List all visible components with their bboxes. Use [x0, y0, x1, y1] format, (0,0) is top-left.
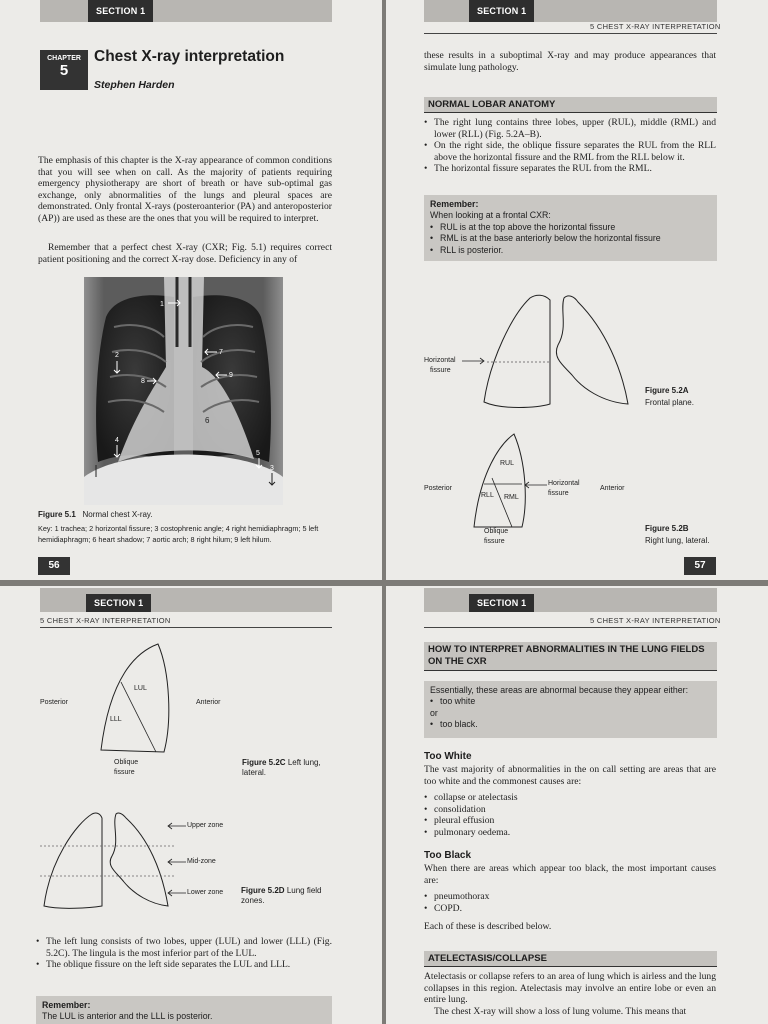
label-horizontal: Horizontal: [424, 357, 456, 364]
interpret-box: [424, 681, 717, 738]
label-posterior: Posterior: [424, 485, 453, 492]
figure-5-2d-caption-text: Lung field zones.: [241, 886, 322, 905]
list-item: • The left lung consists of two lobes, upper (LUL) and lower (LLL) (Fig. 5.2C). The lingula is the most inferior part of the LUL.: [36, 936, 332, 959]
figure-5-2c-diagram: [96, 642, 176, 760]
list-item: • pneumothorax: [424, 891, 716, 903]
remember-title: Remember:: [42, 1000, 91, 1010]
section-header-bar: [424, 588, 717, 612]
running-head: 5 CHEST X-RAY INTERPRETATION: [590, 616, 721, 625]
figure-5-2d-caption: [241, 886, 331, 906]
remember-text: The LUL is anterior and the LLL is posterior.: [42, 1011, 213, 1022]
xray-marker-5: 5: [256, 450, 260, 457]
section-tab: SECTION 1: [469, 0, 534, 22]
label-oblique: Oblique: [114, 759, 139, 766]
list-item: • too white: [430, 696, 711, 707]
chest-xray-image: [84, 277, 283, 505]
figure-5-2d-diagram: [40, 810, 175, 910]
arrow-icon: [166, 822, 186, 830]
label-rul: RUL: [500, 460, 515, 467]
page-number-56: 56: [38, 557, 70, 575]
figure-5-1-caption: [38, 510, 338, 520]
remember-intro: When looking at a frontal CXR:: [430, 210, 551, 221]
lobar-anatomy-list: [424, 117, 716, 175]
label-fissure-b: fissure: [548, 490, 569, 497]
section-heading: NORMAL LOBAR ANATOMY: [424, 97, 717, 113]
figure-5-2a-title: Figure 5.2A: [645, 386, 689, 395]
figure-5-1-key: Key: 1 trachea; 2 horizontal fissure; 3 costophrenic angle; 4 right hemidiaphragm; 5 left hemidiaphragm; 6 heart shadow; 7 aortic arch; 8 right hilum; 9 left hilum.: [38, 524, 319, 544]
page-58: [0, 586, 382, 1024]
figure-5-1-caption-text: Normal chest X-ray.: [82, 510, 153, 519]
section-heading: HOW TO INTERPRET ABNORMALITIES IN THE LUNG FIELDS ON THE CXR: [424, 642, 717, 671]
figure-5-2a-caption: Frontal plane.: [645, 398, 694, 407]
label-fissure: fissure: [430, 367, 451, 374]
list-item: • collapse or atelectasis: [424, 792, 716, 804]
remember-box: [36, 996, 332, 1024]
list-item: • RUL is at the top above the horizontal fissure: [430, 222, 711, 233]
list-item: • pulmonary oedema.: [424, 827, 716, 839]
running-head-rule: [424, 33, 717, 34]
label-anterior: Anterior: [196, 699, 221, 706]
label-fissure-oblique: fissure: [484, 538, 505, 545]
remember-title: Remember:: [430, 199, 479, 209]
figure-5-2b-caption: Right lung, lateral.: [645, 536, 710, 545]
xray-marker-9: 9: [229, 372, 233, 379]
list-item: • consolidation: [424, 804, 716, 816]
atelectasis-text-2: The chest X-ray will show a loss of lung volume. This means that: [434, 1006, 687, 1017]
arrow-icon: [166, 889, 186, 897]
intro-paragraph: The emphasis of this chapter is the X-ray appearance of common conditions that you will see when on call. As the majority of patients requiring emergency physiotherapy are short of breath or have sub-optimal gas exchange, only abnormalities of the lungs and pleural spaces are demonstrated. Only frontal X-rays (posteroanterior (PA) and anteroposterior (AP)) are used as these are the ones that you will be required to interpret.: [38, 155, 332, 224]
page-number-57: 57: [684, 557, 716, 575]
too-black-title: Too Black: [424, 850, 472, 861]
author: Stephen Harden: [94, 79, 175, 91]
running-head: 5 CHEST X-RAY INTERPRETATION: [40, 616, 171, 625]
arrow-icon: [166, 858, 186, 866]
figure-5-2d-title: Figure 5.2D: [241, 886, 285, 895]
section-tab: SECTION 1: [86, 594, 151, 612]
list-item: • RLL is posterior.: [430, 245, 711, 256]
label-upper-zone: Upper zone: [187, 822, 224, 829]
xray-marker-4: 4: [115, 437, 119, 444]
page-56: [0, 0, 382, 580]
running-head-rule: [40, 627, 332, 628]
chapter-title: Chest X-ray interpretation: [94, 48, 285, 65]
continued-text: these results in a suboptimal X-ray and may produce appearances that simulate lung pathology.: [424, 50, 716, 73]
chapter-label: CHAPTER: [47, 55, 81, 62]
xray-marker-3: 3: [270, 465, 274, 472]
section-tab: SECTION 1: [88, 0, 153, 22]
label-anterior: Anterior: [600, 485, 625, 492]
label-mid-zone: Mid-zone: [187, 858, 216, 865]
figure-5-2b-diagram: [470, 432, 530, 532]
section-header-bar: [40, 588, 332, 612]
intro-paragraph-2: Remember that a perfect chest X-ray (CXR; Fig. 5.1) requires correct patient positioning and the correct X-ray dose. Deficiency in any of: [38, 242, 332, 265]
label-rll: RLL: [481, 492, 494, 499]
figure-5-2c-caption: [242, 758, 332, 778]
list-item: • pleural effusion: [424, 815, 716, 827]
xray-marker-7: 7: [219, 349, 223, 356]
list-item: • The horizontal fissure separates the RUL from the RML.: [424, 163, 716, 175]
label-horizontal-b: Horizontal: [548, 480, 580, 487]
label-lower-zone: Lower zone: [187, 889, 224, 896]
xray-marker-2: 2: [115, 352, 119, 359]
too-white-title: Too White: [424, 751, 472, 762]
each-described-text: Each of these is described below.: [424, 921, 552, 932]
section-header-bar: [424, 0, 717, 22]
label-oblique: Oblique: [484, 528, 509, 535]
list-item: • too black.: [430, 719, 711, 730]
running-head: 5 CHEST X-RAY INTERPRETATION: [590, 22, 721, 31]
chapter-number: 5: [59, 62, 69, 79]
list-item: • The oblique fissure on the left side separates the LUL and LLL.: [36, 959, 332, 971]
section-tab: SECTION 1: [469, 594, 534, 612]
list-item: • COPD.: [424, 903, 716, 915]
xray-marker-1: 1: [160, 301, 164, 308]
left-lung-list: [36, 936, 332, 971]
too-black-list: [424, 891, 716, 914]
figure-5-2b-title: Figure 5.2B: [645, 524, 689, 533]
too-black-text: When there are areas which appear too black, the most important causes are:: [424, 863, 716, 886]
list-item: • RML is at the base anteriorly below the horizontal fissure: [430, 233, 711, 244]
list-item: • The right lung contains three lobes, upper (RUL), middle (RML) and lower (RLL) (Fig. 5.2A–B).: [424, 117, 716, 140]
remember-box: [424, 195, 717, 261]
list-item: • On the right side, the oblique fissure separates the RUL from the RLL above the horizontal fissure and the RML from the RLL below it.: [424, 140, 716, 163]
label-rml: RML: [504, 494, 519, 501]
atelectasis-heading: ATELECTASIS/COLLAPSE: [424, 951, 717, 967]
label-fissure: fissure: [114, 769, 135, 776]
label-posterior: Posterior: [40, 699, 69, 706]
page-59: [386, 586, 768, 1024]
arrow-icon: [462, 357, 486, 365]
xray-marker-8: 8: [141, 378, 145, 385]
too-white-list: [424, 792, 716, 838]
xray-marker-6: 6: [205, 416, 210, 425]
figure-5-1-title: Figure 5.1: [38, 510, 76, 519]
label-lll: LLL: [110, 716, 122, 723]
figure-5-2c-title: Figure 5.2C: [242, 758, 286, 767]
section-header-bar: [40, 0, 332, 22]
running-head-rule: [424, 627, 717, 628]
remember-list: [430, 222, 711, 256]
box-intro: Essentially, these areas are abnormal because they appear either:: [430, 685, 689, 695]
chapter-badge: [40, 50, 88, 90]
figure-5-2a-diagram: [482, 290, 632, 415]
arrow-icon: [523, 481, 547, 489]
box-or: or: [430, 707, 438, 718]
atelectasis-text: Atelectasis or collapse refers to an area of lung which is airless and the lung collapses in this region. Atelectasis may involve an entire lobe or even an entire lung.: [424, 971, 716, 1006]
too-white-text: The vast majority of abnormalities in the on call setting are areas that are too white and the commonest causes are:: [424, 764, 716, 787]
figure-5-2c-caption-text: Left lung, lateral.: [242, 758, 321, 777]
page-57: [386, 0, 768, 580]
label-lul: LUL: [134, 685, 147, 692]
